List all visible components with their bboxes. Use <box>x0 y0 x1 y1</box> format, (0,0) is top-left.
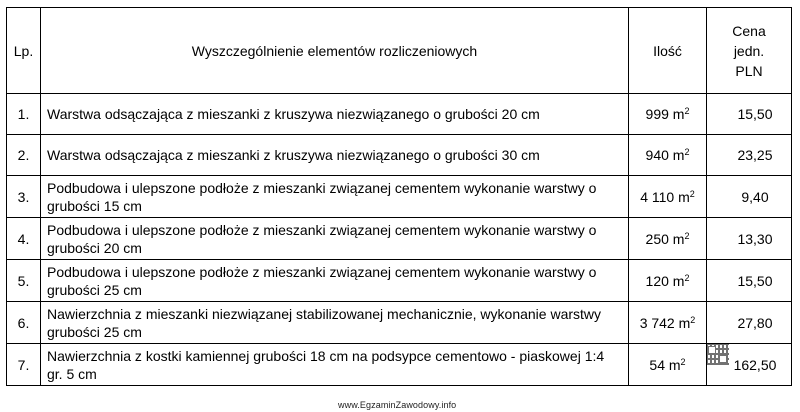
row-quantity <box>629 260 707 302</box>
unit-superscript: 2 <box>689 188 695 199</box>
table-row <box>7 94 792 135</box>
row-description: Podbudowa i ulepszone podłoże z mieszanki związanej cementem wykonanie warstwy o grubości 15 cm <box>41 176 629 218</box>
row-lp: 7. <box>7 344 41 386</box>
unit-superscript: 2 <box>690 314 696 325</box>
row-description: Nawierzchnia z kostki kamiennej grubości 18 cm na podsypce cementowo - piaskowej 1:4 gr. 5 cm <box>41 344 629 386</box>
header-price-line1: Cena <box>732 22 766 39</box>
row-price: 15,50 <box>707 260 792 302</box>
row-price: 13,30 <box>707 218 792 260</box>
row-price: 27,80 <box>707 302 792 344</box>
row-quantity <box>629 302 707 344</box>
header-row <box>7 8 792 94</box>
row-description: Podbudowa i ulepszone podłoże z mieszanki związanej cementem wykonanie warstwy o grubości 20 cm <box>41 218 629 260</box>
row-description: Nawierzchnia z mieszanki niezwiązanej stabilizowanej mechanicznie, wykonanie warstwy grubości 25 cm <box>41 302 629 344</box>
row-quantity <box>629 94 707 135</box>
row-price: 9,40 <box>707 176 792 218</box>
row-description: Warstwa odsączająca z mieszanki z kruszywa niezwiązanego o grubości 20 cm <box>41 94 629 135</box>
cost-estimate-table <box>6 7 792 386</box>
table-row <box>7 218 792 260</box>
row-price: 15,50 <box>707 94 792 135</box>
row-quantity <box>629 176 707 218</box>
quantity-value: 999 m <box>645 106 685 122</box>
quantity-value: 940 m <box>645 147 685 163</box>
header-price-line3: PLN <box>735 62 763 79</box>
quantity-value: 4 110 m <box>640 188 690 205</box>
row-quantity <box>629 218 707 260</box>
row-lp: 6. <box>7 302 41 344</box>
watermark: www.EgzaminZawodowy.info <box>338 400 457 410</box>
row-price: 23,25 <box>707 135 792 176</box>
table-row <box>7 302 792 344</box>
quantity-value: 3 742 m <box>639 314 691 331</box>
row-quantity <box>629 135 707 176</box>
table-row <box>7 344 792 386</box>
unit-superscript: 2 <box>680 356 686 367</box>
header-description: Wyszczególnienie elementów rozliczeniowych <box>41 8 629 94</box>
row-description: Podbudowa i ulepszone podłoże z mieszanki związanej cementem wykonanie warstwy o grubości 25 cm <box>41 260 629 302</box>
table-row <box>7 176 792 218</box>
row-lp: 5. <box>7 260 41 302</box>
table-row <box>7 260 792 302</box>
quantity-value: 54 m <box>649 356 681 373</box>
row-quantity <box>629 344 707 386</box>
unit-superscript: 2 <box>684 272 690 283</box>
row-lp: 2. <box>7 135 41 176</box>
row-lp: 1. <box>7 94 41 135</box>
header-quantity: Ilość <box>629 8 707 94</box>
row-lp: 3. <box>7 176 41 218</box>
header-price-line2: jedn. <box>733 42 765 59</box>
row-price: 162,50 <box>707 344 792 386</box>
row-lp: 4. <box>7 218 41 260</box>
table-row <box>7 135 792 176</box>
header-unit-price <box>707 8 792 94</box>
qr-code-icon <box>706 344 729 365</box>
quantity-value: 120 m <box>645 272 685 289</box>
unit-superscript: 2 <box>684 147 690 157</box>
row-description: Warstwa odsączająca z mieszanki z kruszywa niezwiązanego o grubości 30 cm <box>41 135 629 176</box>
unit-superscript: 2 <box>684 230 690 241</box>
quantity-value: 250 m <box>645 230 685 247</box>
header-lp: Lp. <box>7 8 41 94</box>
unit-superscript: 2 <box>684 106 690 116</box>
